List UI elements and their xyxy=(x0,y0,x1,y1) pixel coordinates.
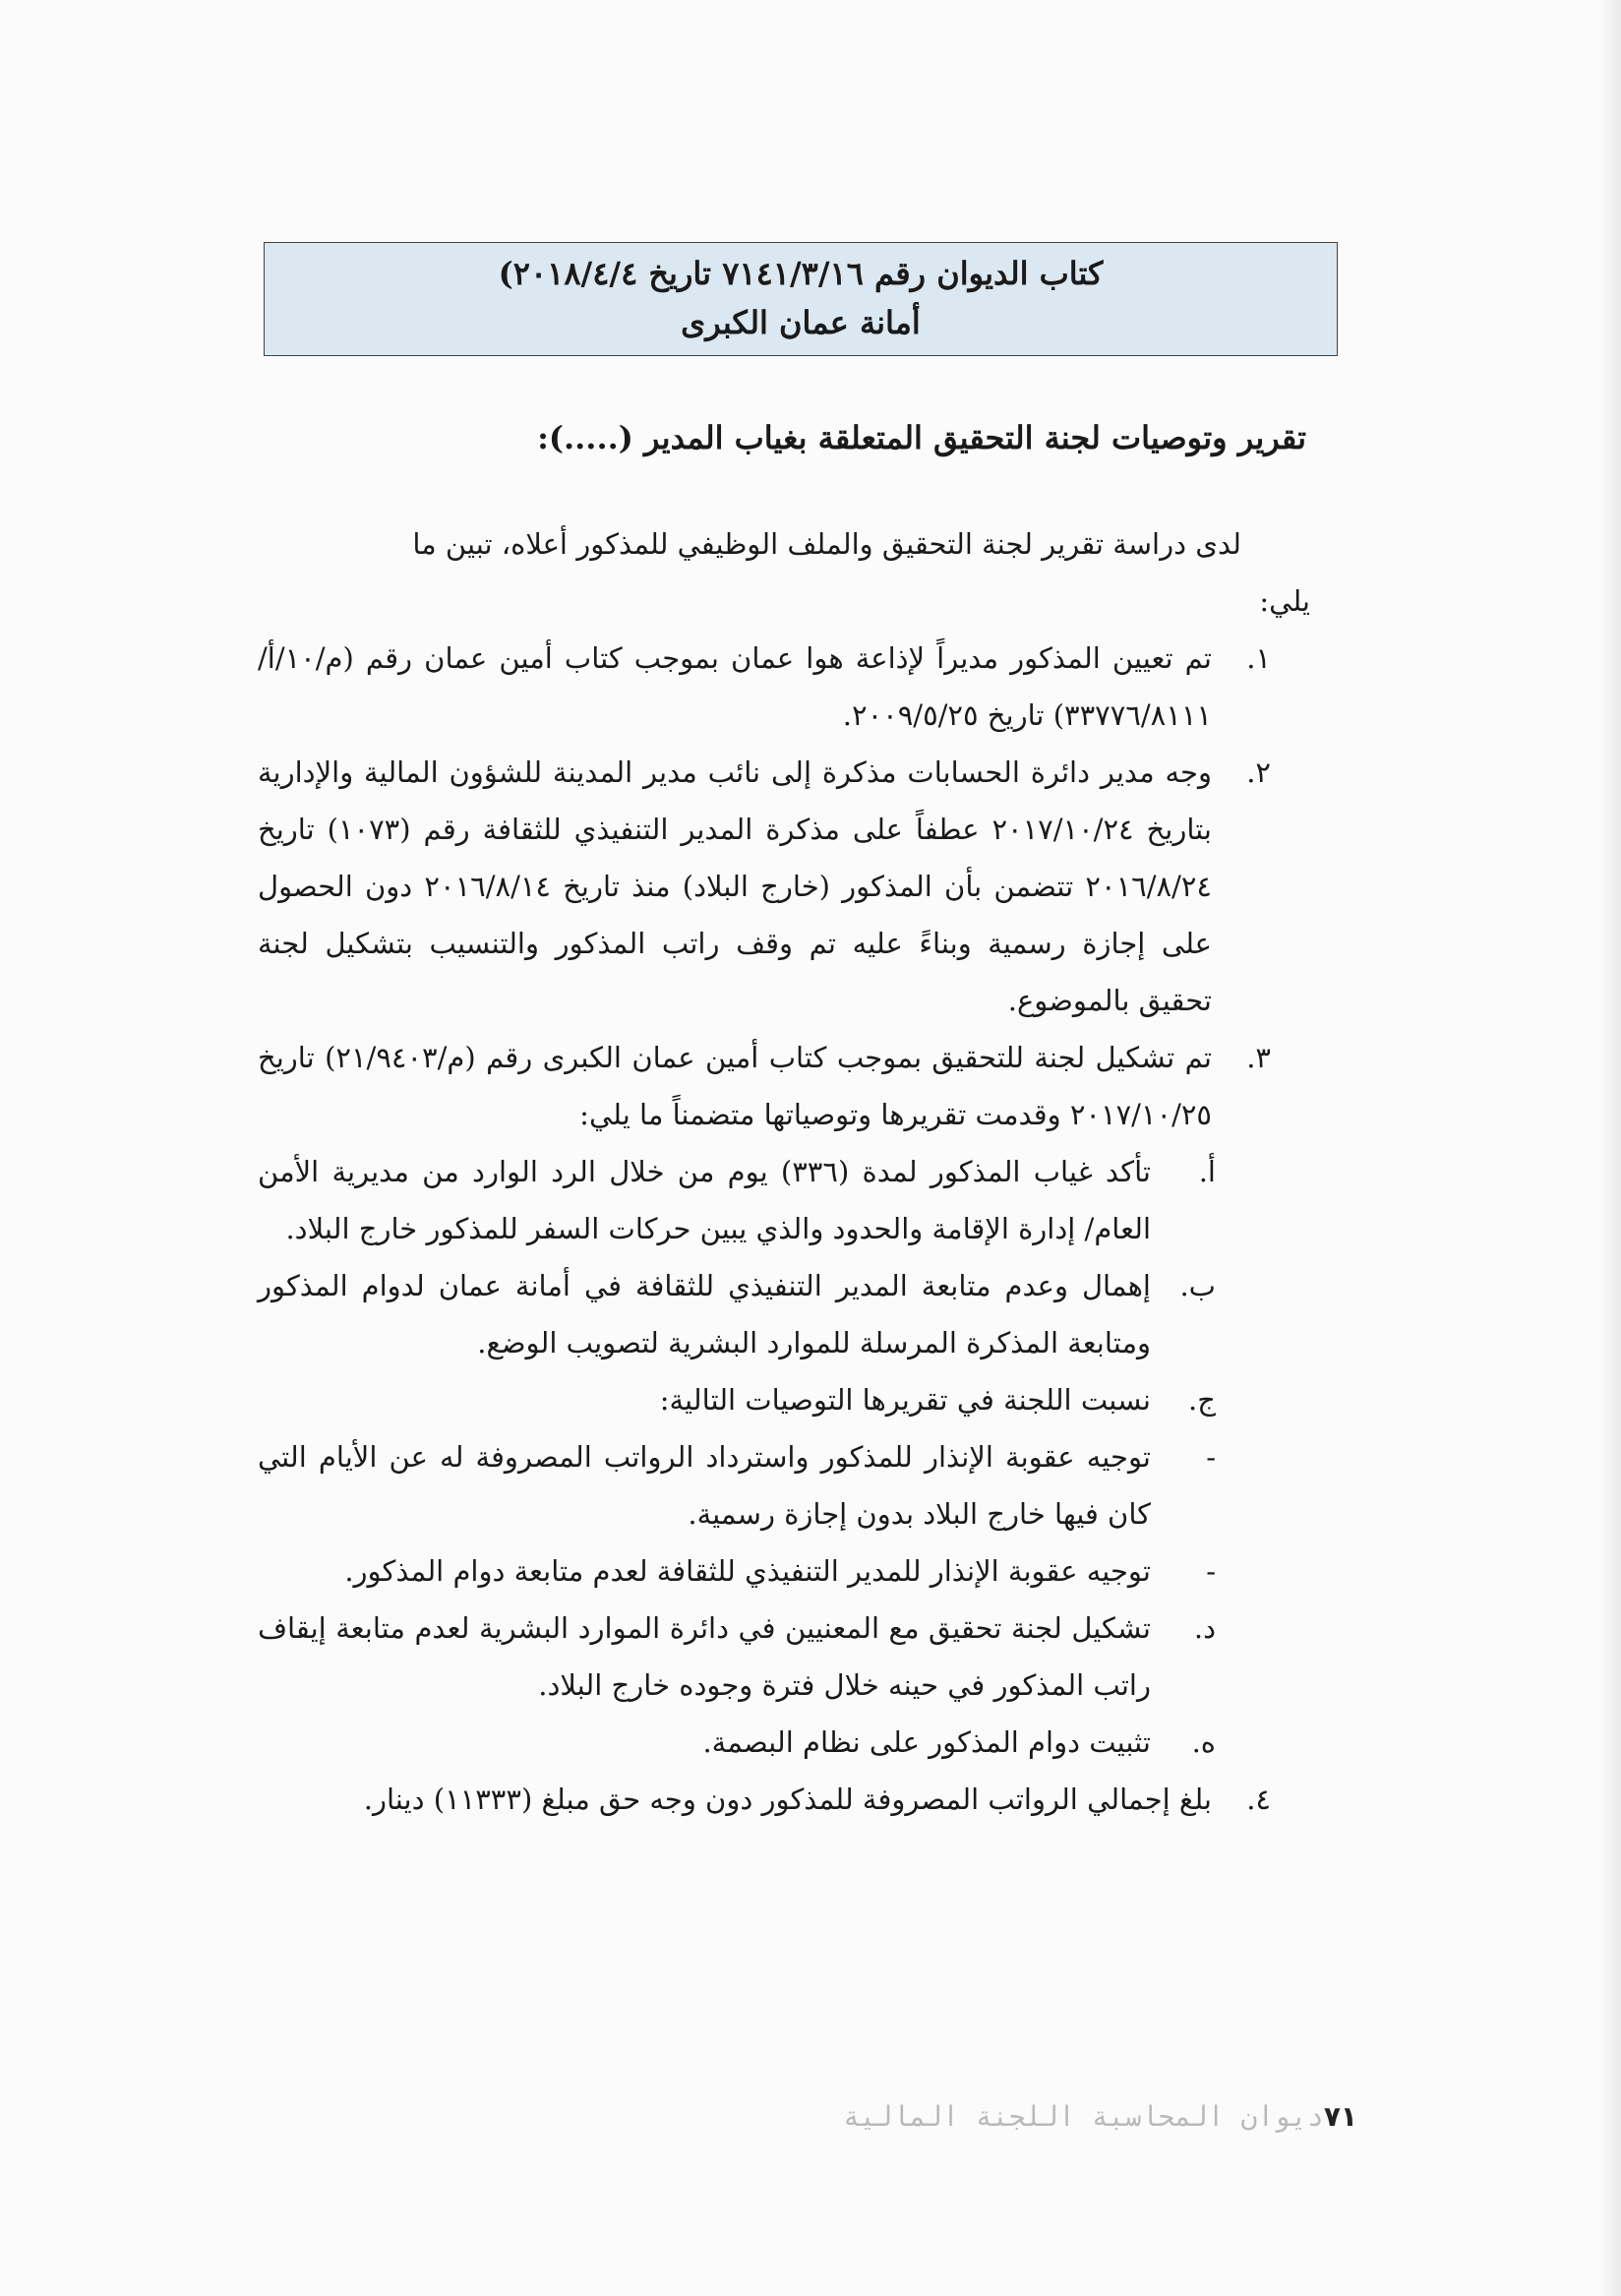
sub-item-text: تثبيت دوام المذكور على نظام البصمة. xyxy=(702,1725,1151,1759)
sub-item-text: تأكد غياب المذكور لمدة (٣٣٦) يوم من خلال الرد الوارد من مديرية الأمن العام/ إدارة الإقامة والحدود والذي يبين حركات السفر للمذكور خارج البلاد. xyxy=(258,1155,1151,1245)
sub-item-letter: ب. xyxy=(1179,1269,1216,1302)
item-text: وجه مدير دائرة الحسابات مذكرة إلى نائب مدير المدينة للشؤون المالية والإدارية بتاريخ ٢٠١٧/١٠/٢٤ عطفاً على مذكرة المدير التنفيذي للثقافة رقم (١٠٧٣) تاريخ ٢٠١٦/٨/٢٤ تتضمن بأن المذكور (خارج البلاد) منذ تاريخ ٢٠١٦/٨/١٤ دون الحصول على إجازة رسمية وبناءً عليه تم وقف راتب المذكور والتنسيب بتشكيل لجنة تحقيق بالموضوع. xyxy=(258,755,1212,1017)
item-text: تم تعيين المذكور مديراً لإذاعة هوا عمان بموجب كتاب أمين عمان رقم (م/١٠/أ/٣٣٧٧٦/٨١١١) تاريخ ٢٠٠٩/٥/٢٥. xyxy=(258,641,1212,732)
sub-item xyxy=(258,1257,1271,1371)
page-number: ٧١ xyxy=(1323,2100,1357,2133)
item-number: ٢. xyxy=(1246,755,1271,789)
document-body xyxy=(258,515,1310,1828)
list-item xyxy=(258,630,1271,744)
header-entity-line: أمانة عمان الكبرى xyxy=(681,304,921,341)
list-item xyxy=(258,1771,1271,1828)
header-box xyxy=(264,242,1338,356)
intro-continuation: يلي: xyxy=(1259,584,1310,618)
recommendation-dash: - xyxy=(1206,1440,1216,1474)
intro-paragraph: لدى دراسة تقرير لجنة التحقيق والملف الوظيفي للمذكور أعلاه، تبين ما xyxy=(412,527,1241,561)
list-item xyxy=(258,1029,1271,1143)
sub-item-letter: ه. xyxy=(1191,1725,1216,1759)
sub-item-text: تشكيل لجنة تحقيق مع المعنيين في دائرة الموارد البشرية لعدم متابعة إيقاف راتب المذكور في حينه خلال فترة وجوده خارج البلاد. xyxy=(258,1611,1151,1702)
item-text: تم تشكيل لجنة للتحقيق بموجب كتاب أمين عمان الكبرى رقم (م/٢١/٩٤٠٣) تاريخ ٢٠١٧/١٠/٢٥ وقدمت تقريرها وتوصياتها متضمناً ما يلي: xyxy=(258,1041,1212,1131)
recommendation-item xyxy=(258,1542,1271,1600)
item-number: ٣. xyxy=(1246,1041,1271,1074)
page-footer xyxy=(826,2097,1357,2137)
item-number: ٤. xyxy=(1246,1782,1271,1816)
sub-item-letter: ج. xyxy=(1188,1383,1216,1417)
sub-item-text: إهمال وعدم متابعة المدير التنفيذي للثقافة في أمانة عمان لدوام المذكور ومتابعة المذكرة المرسلة للموارد البشرية لتصويب الوضع. xyxy=(258,1269,1151,1359)
list-item xyxy=(258,744,1271,1029)
item-text: بلغ إجمالي الرواتب المصروفة للمذكور دون وجه حق مبلغ (١١٣٣٣) دينار. xyxy=(363,1782,1212,1816)
sub-item xyxy=(258,1600,1271,1714)
sub-item-text: نسبت اللجنة في تقريرها التوصيات التالية: xyxy=(659,1383,1151,1417)
footer-text: ديوان المحاسبة اللجنة المالية xyxy=(842,2100,1324,2133)
document-title: تقرير وتوصيات لجنة التحقيق المتعلقة بغياب المدير (.....): xyxy=(537,419,1306,456)
sub-item xyxy=(258,1143,1271,1257)
sub-item-letter: د. xyxy=(1193,1611,1216,1645)
sub-item-letter: أ. xyxy=(1198,1155,1216,1188)
recommendation-item xyxy=(258,1428,1271,1542)
item-number: ١. xyxy=(1246,641,1271,675)
sub-item xyxy=(258,1371,1271,1428)
recommendation-text: توجيه عقوبة الإنذار للمدير التنفيذي للثقافة لعدم متابعة دوام المذكور. xyxy=(344,1554,1151,1588)
recommendation-dash: - xyxy=(1206,1554,1216,1588)
page-edge-shadow xyxy=(1599,0,1621,2296)
recommendation-text: توجيه عقوبة الإنذار للمذكور واسترداد الرواتب المصروفة له عن الأيام التي كان فيها خارج البلاد بدون إجازة رسمية. xyxy=(258,1440,1151,1531)
sub-item xyxy=(258,1714,1271,1771)
header-reference-line: كتاب الديوان رقم ٧١٤١/٣/١٦ تاريخ ٢٠١٨/٤/٤) xyxy=(498,255,1104,292)
